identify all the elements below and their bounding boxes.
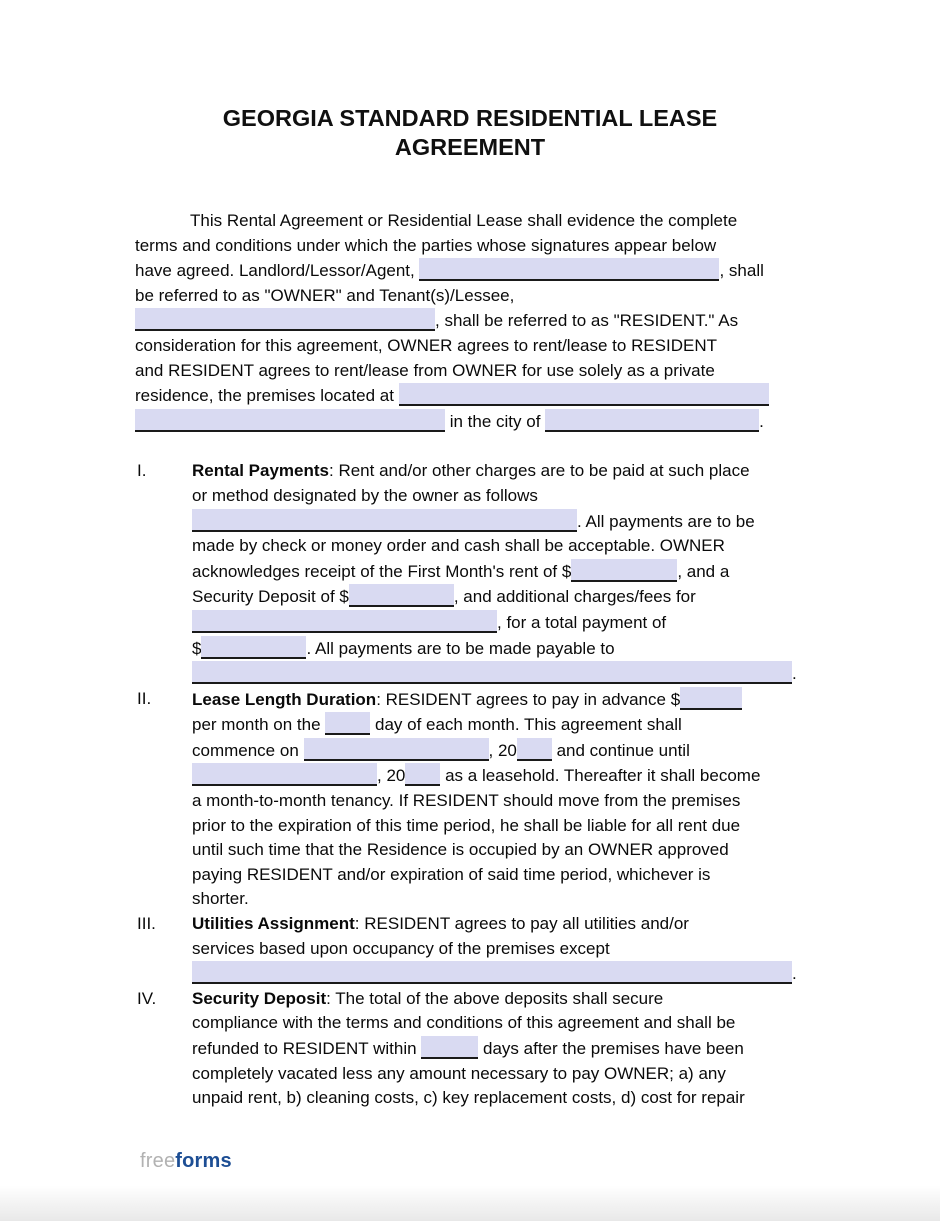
blank-fill-field[interactable] <box>135 409 445 432</box>
text-run: , 20 <box>377 766 406 786</box>
text-run: , shall be referred to as "RESIDENT." As <box>435 311 739 331</box>
text-run: completely vacated less any amount necessary to pay OWNER; a) any <box>192 1063 726 1083</box>
text-run: unpaid rent, b) cleaning costs, c) key replacement costs, d) cost for repair <box>192 1088 745 1108</box>
text-run: . <box>759 411 764 431</box>
text-run: terms and conditions under which the parties whose signatures appear below <box>135 235 717 255</box>
text-run: residence, the premises located at <box>135 386 399 406</box>
text-run: prior to the expiration of this time period, he shall be liable for all rent due <box>192 815 741 835</box>
text-run: . <box>792 964 797 984</box>
text-run: Security Deposit of $ <box>192 587 349 607</box>
blank-fill-field[interactable] <box>192 610 497 633</box>
section-numeral: IV. <box>137 988 157 1008</box>
text-run: : The total of the above deposits shall secure <box>326 988 664 1008</box>
section-heading: Utilities Assignment <box>192 914 355 934</box>
text-run: , shall <box>719 261 764 281</box>
text-run: and continue until <box>551 740 690 760</box>
section-item <box>135 459 805 686</box>
text-run: in the city of <box>445 411 546 431</box>
section-body <box>192 912 805 987</box>
sections-list <box>135 459 805 1110</box>
text-run: or method designated by the owner as follows <box>192 485 538 505</box>
text-run: have agreed. Landlord/Lessor/Agent, <box>135 261 420 281</box>
section-heading: Rental Payments <box>192 461 329 481</box>
section-heading: Security Deposit <box>192 988 327 1008</box>
blank-fill-field[interactable] <box>517 738 552 761</box>
text-run: . All payments are to be made payable to <box>306 638 615 658</box>
text-run: and RESIDENT agrees to rent/lease from OWNER for use solely as a private <box>135 360 715 380</box>
text-run: a month-to-month tenancy. If RESIDENT should move from the premises <box>192 791 741 811</box>
text-run: : RESIDENT agrees to pay in advance $ <box>376 689 681 709</box>
section-body <box>192 459 805 686</box>
text-run: commence on <box>192 740 304 760</box>
text-run: This Rental Agreement or Residential Lease shall evidence the complete <box>190 211 738 230</box>
blank-fill-field[interactable] <box>419 258 719 281</box>
blank-fill-field[interactable] <box>421 1036 478 1059</box>
blank-fill-field[interactable] <box>192 961 792 984</box>
section-item <box>135 912 805 987</box>
blank-fill-field[interactable] <box>571 559 677 582</box>
text-run: as a leasehold. Thereafter it shall become <box>440 766 761 786</box>
text-run: $ <box>192 638 202 658</box>
text-run: services based upon occupancy of the premises except <box>192 938 610 958</box>
text-run: refunded to RESIDENT within <box>192 1039 422 1058</box>
blank-fill-field[interactable] <box>201 636 306 659</box>
document-body <box>0 209 940 1111</box>
blank-fill-field[interactable] <box>680 687 742 710</box>
blank-fill-field[interactable] <box>135 308 435 331</box>
blank-fill-field[interactable] <box>349 584 454 607</box>
blank-fill-field[interactable] <box>545 409 759 432</box>
section-body <box>192 687 805 912</box>
blank-fill-field[interactable] <box>192 763 377 786</box>
blank-fill-field[interactable] <box>405 763 440 786</box>
text-run: , 20 <box>488 740 517 760</box>
text-run: : RESIDENT agrees to pay all utilities and/or <box>354 914 689 934</box>
logo-free-text: free <box>140 1150 176 1172</box>
text-run: , for a total payment of <box>497 612 667 632</box>
section-numeral: II. <box>137 688 152 708</box>
blank-fill-field[interactable] <box>325 712 370 735</box>
blank-fill-field[interactable] <box>399 383 769 406</box>
document-title-line2: AGREEMENT <box>394 134 546 160</box>
text-run: made by check or money order and cash shall be acceptable. OWNER <box>192 536 725 556</box>
text-run: , and additional charges/fees for <box>453 587 696 607</box>
section-body <box>192 987 805 1111</box>
blank-fill-field[interactable] <box>192 661 792 684</box>
text-run: . <box>792 664 797 684</box>
text-run: be referred to as "OWNER" and Tenant(s)/Lessee, <box>135 285 515 305</box>
footer-logo <box>140 1149 232 1173</box>
section-item <box>135 687 805 912</box>
text-run: until such time that the Residence is occupied by an OWNER approved <box>192 840 729 860</box>
document-title-line1: GEORGIA STANDARD RESIDENTIAL LEASE <box>222 105 718 131</box>
text-run: days after the premises have been <box>478 1039 744 1058</box>
logo-forms-text: forms <box>175 1150 232 1172</box>
text-run: shorter. <box>192 889 249 909</box>
page-bottom-shadow <box>0 1185 940 1221</box>
text-run: per month on the <box>192 715 326 735</box>
document-title <box>0 104 940 162</box>
section-numeral: I. <box>137 461 147 481</box>
section-numeral: III. <box>137 914 156 934</box>
text-run: . All payments are to be <box>577 511 755 531</box>
text-run: consideration for this agreement, OWNER agrees to rent/lease to RESIDENT <box>135 335 718 355</box>
section-item <box>135 987 805 1111</box>
blank-fill-field[interactable] <box>192 509 577 532</box>
text-run: , and a <box>677 561 730 581</box>
text-run: acknowledges receipt of the First Month's rent of $ <box>192 561 572 581</box>
text-run: compliance with the terms and conditions of this agreement and shall be <box>192 1013 736 1033</box>
section-heading: Lease Length Duration <box>192 689 377 709</box>
text-run: paying RESIDENT and/or expiration of said time period, whichever is <box>192 864 711 884</box>
text-run: : Rent and/or other charges are to be paid at such place <box>329 461 750 481</box>
blank-fill-field[interactable] <box>304 738 489 761</box>
intro-paragraph <box>135 209 805 434</box>
text-run: day of each month. This agreement shall <box>370 715 682 735</box>
